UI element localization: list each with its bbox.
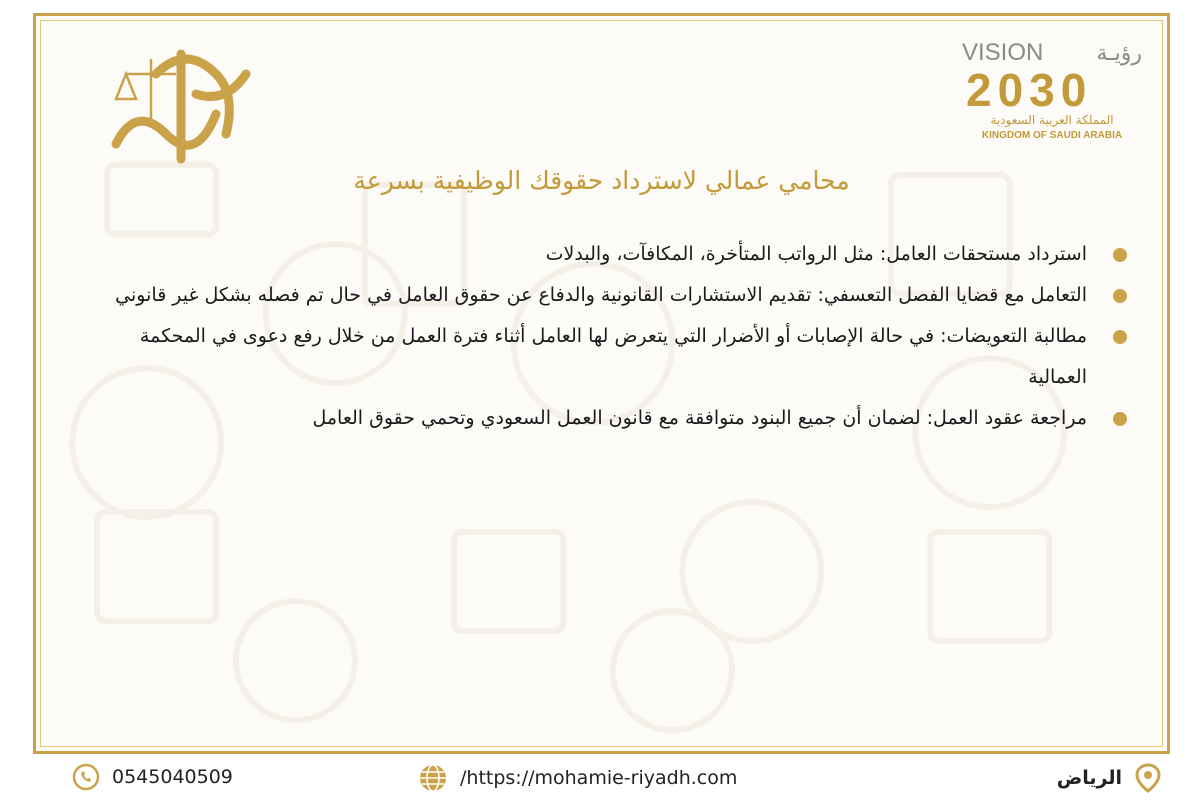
globe-icon <box>418 763 448 793</box>
bullet-icon <box>1113 330 1127 344</box>
vision-en-text: VISION <box>962 39 1044 66</box>
vision-ar-text: رؤيـة <box>1096 41 1142 66</box>
calligraphy-scales-logo <box>96 34 256 169</box>
phone-number: 0545040509 <box>112 766 233 788</box>
phone-contact[interactable] <box>72 763 233 791</box>
city-name: الرياض <box>1056 767 1122 789</box>
content-frame <box>33 13 1170 754</box>
location-pin-icon <box>1134 763 1162 793</box>
list-item <box>76 275 1127 316</box>
bullet-icon <box>1113 289 1127 303</box>
website-link[interactable] <box>418 763 737 793</box>
list-item <box>76 234 1127 275</box>
list-item-text: التعامل مع قضايا الفصل التعسفي: تقديم الاستشارات القانونية والدفاع عن حقوق العامل في حال تم فصله بشكل غير قانوني <box>115 284 1087 306</box>
footer-bar <box>0 755 1200 800</box>
vision-country-ar: المملكة العربية السعودية <box>990 113 1114 127</box>
bullet-icon <box>1113 412 1127 426</box>
page-title: محامي عمالي لاسترداد حقوقك الوظيفية بسرعة <box>353 166 850 195</box>
vision-2030-logo <box>962 36 1147 144</box>
vision-year-text: 2030 <box>966 64 1093 116</box>
list-item-text: مراجعة عقود العمل: لضمان أن جميع البنود متوافقة مع قانون العمل السعودي وتحمي حقوق العامل <box>312 407 1087 429</box>
list-item <box>76 316 1127 398</box>
location <box>1057 763 1162 793</box>
list-item <box>76 398 1127 439</box>
website-url: /https://mohamie-riyadh.com <box>460 767 738 789</box>
whatsapp-icon <box>72 763 100 791</box>
list-item-text: استرداد مستحقات العامل: مثل الرواتب المتأخرة، المكافآت، والبدلات <box>545 243 1087 265</box>
list-item-text: مطالبة التعويضات: في حالة الإصابات أو الأضرار التي يتعرض لها العامل أثناء فترة العمل من خلال رفع دعوى في المحكمة العمالية <box>139 325 1087 388</box>
bullet-icon <box>1113 248 1127 262</box>
vision-country-en: KINGDOM OF SAUDI ARABIA <box>981 130 1123 141</box>
service-list <box>76 234 1127 439</box>
